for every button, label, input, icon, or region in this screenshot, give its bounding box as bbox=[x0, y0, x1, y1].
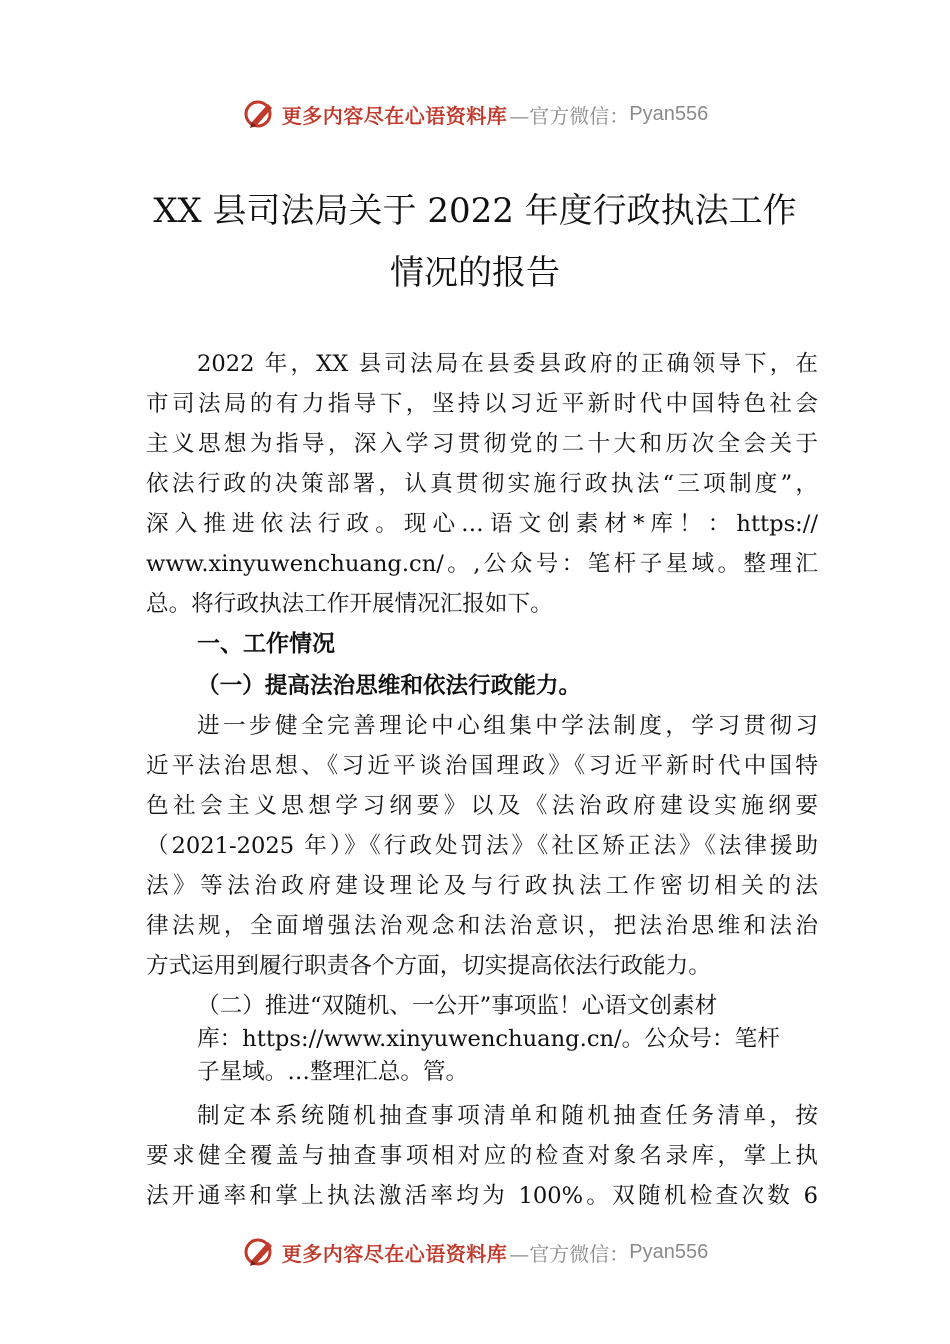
watermark-account: Pyan556 bbox=[629, 102, 709, 125]
document-title-line-1: XX 县司法局关于 2022 年度行政执法工作 bbox=[153, 191, 797, 231]
watermark-banner-top bbox=[0, 92, 950, 136]
watermark-separator: —官方微信： bbox=[509, 103, 630, 128]
intro-line: 市司法局的有力指导下，坚持以习近平新时代中国特色社会 bbox=[146, 391, 818, 417]
body-line: 进一步健全完善理论中心组集中学法制度，学习贯彻习 bbox=[197, 713, 818, 739]
body-line: 法开通率和掌上执法激活率均为 100%。双随机检查次数 6 bbox=[146, 1183, 818, 1209]
body-line: 要求健全覆盖与抽查事项相对应的检查对象名录库，掌上执 bbox=[146, 1143, 818, 1169]
body-line: （2021-2025 年）》《行政处罚法》《社区矫正法》《法律援助 bbox=[146, 833, 818, 859]
body-line: 法》等法治政府建设理论及与行政执法工作密切相关的法 bbox=[146, 873, 818, 899]
pen-logo-icon bbox=[242, 96, 278, 132]
intro-line: www.xinyuwenchuang.cn/。,公众号：笔杆子星域。整理汇 bbox=[146, 551, 818, 577]
watermark-separator: —官方微信： bbox=[509, 1241, 630, 1266]
body-line: 制定本系统随机抽查事项清单和随机抽查任务清单，按 bbox=[197, 1103, 818, 1129]
body-line: 近平法治思想、《习近平谈治国理政》《习近平新时代中国特 bbox=[146, 753, 818, 779]
intro-line: 总。将行政执法工作开展情况汇报如下。 bbox=[146, 591, 553, 617]
section-heading: 一、工作情况 bbox=[197, 631, 335, 657]
watermark-account: Pyan556 bbox=[629, 1240, 709, 1263]
body-line: 律法规，全面增强法治观念和法治意识，把法治思维和法治 bbox=[146, 913, 818, 939]
subsection-heading-line: （二）推进“双随机、一公开”事项监！心语文创素材 bbox=[197, 993, 718, 1019]
intro-line: 2022 年，XX 县司法局在县委县政府的正确领导下，在 bbox=[197, 351, 818, 377]
subsection-heading: （一）提高法治思维和依法行政能力。 bbox=[197, 673, 582, 699]
subsection-heading-line: 子星域。…整理汇总。管。 bbox=[197, 1059, 469, 1085]
intro-line: 依法行政的决策部署，认真贯彻实施行政执法“三项制度”， bbox=[146, 471, 818, 497]
watermark-brand: 更多内容尽在心语资料库 bbox=[281, 1241, 508, 1266]
watermark-banner-bottom bbox=[0, 1230, 950, 1274]
document-title-line-2: 情况的报告 bbox=[390, 253, 560, 293]
intro-line: 深入推进依法行政。现心…语文创素材*库！：https:// bbox=[146, 511, 818, 537]
body-line: 方式运用到履行职责各个方面，切实提高依法行政能力。 bbox=[146, 953, 711, 979]
subsection-heading-line: 库：https://www.xinyuwenchuang.cn/。公众号：笔杆 bbox=[197, 1026, 780, 1052]
intro-line: 主义思想为指导，深入学习贯彻党的二十大和历次全会关于 bbox=[146, 431, 818, 457]
watermark-brand: 更多内容尽在心语资料库 bbox=[281, 103, 508, 128]
body-line: 色社会主义思想学习纲要》以及《法治政府建设实施纲要 bbox=[146, 793, 818, 819]
pen-logo-icon bbox=[242, 1234, 278, 1270]
